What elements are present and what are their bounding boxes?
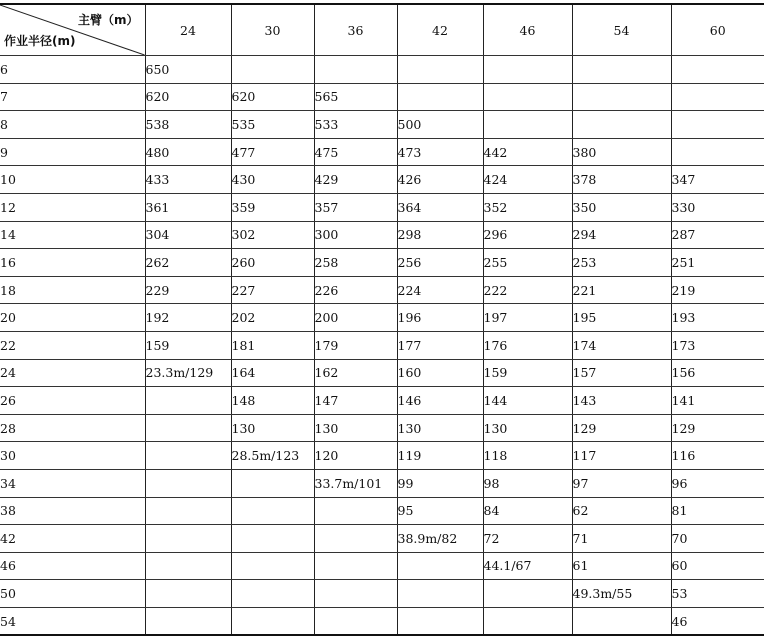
load-value-cell: 430 [231, 166, 314, 194]
table-row [0, 249, 764, 277]
load-value-cell: 287 [671, 221, 764, 249]
load-value-cell: 565 [314, 83, 397, 111]
load-value-cell: 304 [145, 221, 231, 249]
load-value-cell [483, 111, 572, 139]
load-value-cell: 130 [483, 414, 572, 442]
load-value-cell [231, 525, 314, 553]
load-value-cell: 176 [483, 331, 572, 359]
load-value-cell: 148 [231, 387, 314, 415]
corner-header-cell [0, 4, 145, 56]
load-value-cell: 164 [231, 359, 314, 387]
load-value-cell: 224 [397, 276, 483, 304]
load-value-cell: 46 [671, 607, 764, 635]
table-row [0, 111, 764, 139]
boom-length-axis-label: 主臂（m） [77, 13, 139, 27]
boom-length-header: 60 [671, 4, 764, 56]
load-value-cell: 533 [314, 111, 397, 139]
load-value-cell [314, 552, 397, 580]
working-radius-cell: 28 [0, 414, 145, 442]
load-value-cell: 426 [397, 166, 483, 194]
boom-length-header: 54 [572, 4, 671, 56]
load-value-cell [483, 607, 572, 635]
load-value-cell [314, 607, 397, 635]
load-value-cell: 620 [231, 83, 314, 111]
load-value-cell: 33.7m/101 [314, 469, 397, 497]
load-value-cell: 53 [671, 580, 764, 608]
load-value-cell: 229 [145, 276, 231, 304]
load-value-cell: 129 [671, 414, 764, 442]
load-value-cell: 620 [145, 83, 231, 111]
working-radius-cell: 46 [0, 552, 145, 580]
load-value-cell: 352 [483, 193, 572, 221]
load-value-cell: 193 [671, 304, 764, 332]
load-value-cell [572, 607, 671, 635]
load-value-cell: 256 [397, 249, 483, 277]
load-value-cell [671, 111, 764, 139]
working-radius-cell: 30 [0, 442, 145, 470]
load-value-cell: 258 [314, 249, 397, 277]
table-row [0, 469, 764, 497]
load-value-cell: 357 [314, 193, 397, 221]
table-row [0, 414, 764, 442]
load-value-cell: 95 [397, 497, 483, 525]
working-radius-cell: 42 [0, 525, 145, 553]
load-value-cell: 129 [572, 414, 671, 442]
boom-length-header: 24 [145, 4, 231, 56]
load-value-cell [231, 497, 314, 525]
load-value-cell [145, 414, 231, 442]
load-value-cell [314, 580, 397, 608]
load-value-cell [483, 580, 572, 608]
load-value-cell [397, 580, 483, 608]
table-row [0, 580, 764, 608]
table-body [0, 56, 764, 636]
load-value-cell: 200 [314, 304, 397, 332]
load-value-cell: 433 [145, 166, 231, 194]
load-value-cell: 174 [572, 331, 671, 359]
load-value-cell: 302 [231, 221, 314, 249]
load-value-cell: 144 [483, 387, 572, 415]
working-radius-cell: 34 [0, 469, 145, 497]
load-value-cell: 538 [145, 111, 231, 139]
load-value-cell [397, 56, 483, 84]
table-row [0, 138, 764, 166]
load-value-cell: 424 [483, 166, 572, 194]
load-value-cell: 173 [671, 331, 764, 359]
load-value-cell: 118 [483, 442, 572, 470]
load-value-cell: 61 [572, 552, 671, 580]
load-value-cell: 473 [397, 138, 483, 166]
load-value-cell: 378 [572, 166, 671, 194]
working-radius-cell: 12 [0, 193, 145, 221]
load-value-cell: 253 [572, 249, 671, 277]
working-radius-cell: 24 [0, 359, 145, 387]
load-value-cell: 480 [145, 138, 231, 166]
table-row [0, 331, 764, 359]
load-value-cell: 97 [572, 469, 671, 497]
table-row [0, 442, 764, 470]
working-radius-cell: 18 [0, 276, 145, 304]
load-value-cell: 84 [483, 497, 572, 525]
working-radius-cell: 20 [0, 304, 145, 332]
table-row [0, 276, 764, 304]
load-value-cell: 300 [314, 221, 397, 249]
load-value-cell: 359 [231, 193, 314, 221]
load-value-cell [397, 552, 483, 580]
load-value-cell [314, 497, 397, 525]
load-value-cell: 294 [572, 221, 671, 249]
load-value-cell [231, 469, 314, 497]
load-value-cell: 202 [231, 304, 314, 332]
load-value-cell [145, 525, 231, 553]
load-value-cell: 262 [145, 249, 231, 277]
load-value-cell: 442 [483, 138, 572, 166]
load-value-cell: 81 [671, 497, 764, 525]
load-value-cell: 477 [231, 138, 314, 166]
table-row [0, 221, 764, 249]
load-value-cell: 226 [314, 276, 397, 304]
load-value-cell: 535 [231, 111, 314, 139]
load-value-cell: 146 [397, 387, 483, 415]
load-value-cell: 72 [483, 525, 572, 553]
load-value-cell: 60 [671, 552, 764, 580]
load-value-cell [145, 469, 231, 497]
load-value-cell: 364 [397, 193, 483, 221]
load-value-cell: 156 [671, 359, 764, 387]
load-value-cell: 130 [314, 414, 397, 442]
load-value-cell [671, 56, 764, 84]
table-row [0, 552, 764, 580]
load-value-cell: 181 [231, 331, 314, 359]
load-value-cell [145, 442, 231, 470]
load-value-cell: 147 [314, 387, 397, 415]
load-value-cell: 650 [145, 56, 231, 84]
boom-length-header: 46 [483, 4, 572, 56]
load-value-cell [397, 83, 483, 111]
table-row [0, 387, 764, 415]
load-value-cell [145, 607, 231, 635]
working-radius-cell: 10 [0, 166, 145, 194]
load-value-cell [231, 552, 314, 580]
load-value-cell: 44.1/67 [483, 552, 572, 580]
load-value-cell: 49.3m/55 [572, 580, 671, 608]
load-value-cell: 71 [572, 525, 671, 553]
load-value-cell [572, 111, 671, 139]
boom-length-header: 42 [397, 4, 483, 56]
load-value-cell: 219 [671, 276, 764, 304]
working-radius-cell: 8 [0, 111, 145, 139]
working-radius-cell: 22 [0, 331, 145, 359]
load-value-cell: 196 [397, 304, 483, 332]
load-value-cell: 62 [572, 497, 671, 525]
load-value-cell: 70 [671, 525, 764, 553]
load-value-cell: 143 [572, 387, 671, 415]
load-value-cell: 347 [671, 166, 764, 194]
load-value-cell [231, 56, 314, 84]
working-radius-cell: 50 [0, 580, 145, 608]
load-value-cell: 23.3m/129 [145, 359, 231, 387]
load-value-cell [231, 607, 314, 635]
load-value-cell: 177 [397, 331, 483, 359]
table-row [0, 56, 764, 84]
load-value-cell: 157 [572, 359, 671, 387]
load-value-cell: 98 [483, 469, 572, 497]
load-value-cell: 116 [671, 442, 764, 470]
load-value-cell: 119 [397, 442, 483, 470]
working-radius-cell: 6 [0, 56, 145, 84]
load-value-cell: 159 [145, 331, 231, 359]
working-radius-cell: 38 [0, 497, 145, 525]
load-value-cell: 221 [572, 276, 671, 304]
load-value-cell: 162 [314, 359, 397, 387]
table-row [0, 497, 764, 525]
working-radius-cell: 26 [0, 387, 145, 415]
working-radius-cell: 16 [0, 249, 145, 277]
load-value-cell: 251 [671, 249, 764, 277]
load-value-cell: 195 [572, 304, 671, 332]
table-row [0, 83, 764, 111]
load-value-cell [314, 525, 397, 553]
load-value-cell: 500 [397, 111, 483, 139]
table-row [0, 304, 764, 332]
load-value-cell [483, 56, 572, 84]
load-value-cell [671, 83, 764, 111]
working-radius-axis-label: 作业半径(m) [4, 34, 76, 48]
working-radius-cell: 54 [0, 607, 145, 635]
table-row [0, 525, 764, 553]
load-value-cell [572, 83, 671, 111]
load-value-cell: 330 [671, 193, 764, 221]
load-value-cell: 296 [483, 221, 572, 249]
load-value-cell: 160 [397, 359, 483, 387]
load-value-cell [145, 580, 231, 608]
load-value-cell [671, 138, 764, 166]
load-value-cell: 117 [572, 442, 671, 470]
load-value-cell: 130 [231, 414, 314, 442]
table-row [0, 193, 764, 221]
load-value-cell: 298 [397, 221, 483, 249]
load-value-cell [397, 607, 483, 635]
load-value-cell: 120 [314, 442, 397, 470]
working-radius-cell: 14 [0, 221, 145, 249]
header-row [0, 4, 764, 56]
load-value-cell: 130 [397, 414, 483, 442]
load-value-cell: 197 [483, 304, 572, 332]
load-value-cell: 361 [145, 193, 231, 221]
boom-length-header: 36 [314, 4, 397, 56]
table-row [0, 607, 764, 635]
load-value-cell [572, 56, 671, 84]
load-value-cell: 38.9m/82 [397, 525, 483, 553]
load-value-cell: 179 [314, 331, 397, 359]
load-value-cell [145, 552, 231, 580]
load-value-cell: 141 [671, 387, 764, 415]
load-value-cell [483, 83, 572, 111]
load-value-cell: 159 [483, 359, 572, 387]
load-value-cell [314, 56, 397, 84]
load-value-cell: 350 [572, 193, 671, 221]
load-chart-table [0, 3, 764, 636]
load-value-cell: 255 [483, 249, 572, 277]
load-value-cell: 96 [671, 469, 764, 497]
load-value-cell [231, 580, 314, 608]
load-value-cell: 222 [483, 276, 572, 304]
load-value-cell: 28.5m/123 [231, 442, 314, 470]
load-value-cell: 192 [145, 304, 231, 332]
load-value-cell: 429 [314, 166, 397, 194]
load-value-cell [145, 387, 231, 415]
table-row [0, 166, 764, 194]
working-radius-cell: 7 [0, 83, 145, 111]
boom-length-header: 30 [231, 4, 314, 56]
load-value-cell: 475 [314, 138, 397, 166]
load-value-cell: 260 [231, 249, 314, 277]
load-value-cell [145, 497, 231, 525]
load-value-cell: 227 [231, 276, 314, 304]
load-value-cell: 99 [397, 469, 483, 497]
load-value-cell: 380 [572, 138, 671, 166]
working-radius-cell: 9 [0, 138, 145, 166]
table-row [0, 359, 764, 387]
